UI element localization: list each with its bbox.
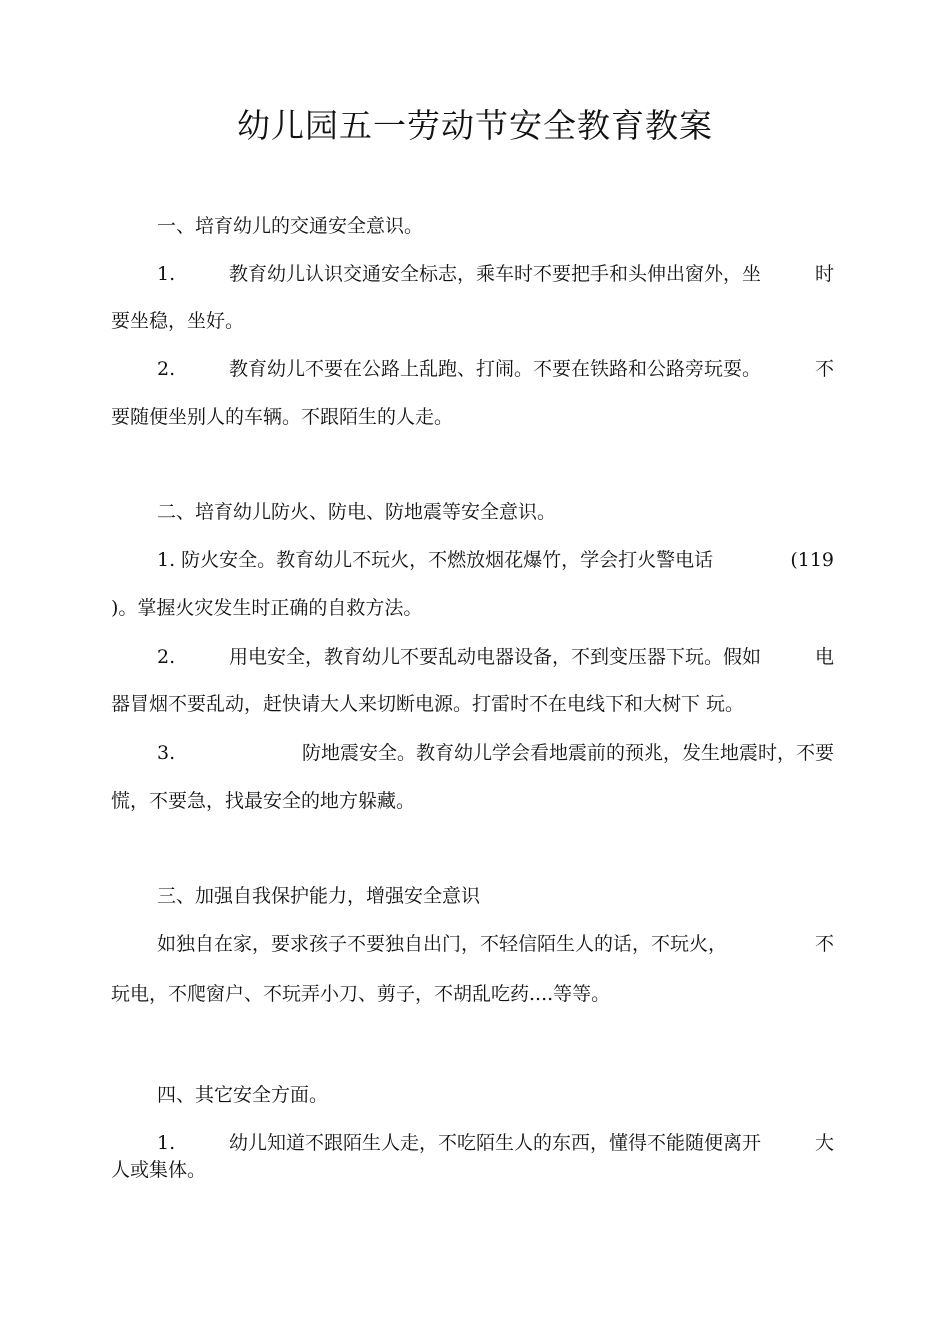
- section-heading-1: 一、培育幼儿的交通安全意识。: [157, 215, 424, 237]
- section-heading-3: 三、加强自我保护能力，增强安全意识: [157, 885, 481, 907]
- paragraph-1-2-line-2: 要随便坐别人的车辆。不跟陌生的人走。: [111, 406, 454, 428]
- paragraph-3-1-line-1: [157, 930, 834, 958]
- paragraph-1-2-line-1: [157, 355, 834, 383]
- paragraph-2-2-line-2: 器冒烟不要乱动，赶快请大人来切断电源。打雷时不在电线下和大树下 玩。: [111, 693, 745, 715]
- paragraph-4-1-line-2: 人或集体。: [111, 1159, 207, 1181]
- paragraph-text: 教育幼儿认识交通安全标志，乘车时不要把手和头伸出窗外，坐: [229, 263, 762, 285]
- paragraph-text: 教育幼儿不要在公路上乱跑、打闹。不要在铁路和公路旁玩耍。: [229, 358, 762, 380]
- section-heading-4: 四、其它安全方面。: [157, 1084, 329, 1106]
- item-number: 1.: [157, 1132, 176, 1154]
- paragraph-text: 时: [814, 263, 834, 285]
- paragraph-text: 如独自在家，要求孩子不要独自出门，不轻信陌生人的话，不玩火，: [157, 933, 728, 955]
- paragraph-2-2-line-1: [157, 643, 834, 671]
- paragraph-text: 大: [814, 1132, 834, 1154]
- paragraph-text: 不: [814, 358, 834, 380]
- paragraph-2-1-line-1: [157, 546, 834, 574]
- paragraph-text: (119: [790, 549, 834, 571]
- paragraph-text: 电: [814, 646, 834, 668]
- paragraph-3-1-line-2: 玩电，不爬窗户、不玩弄小刀、剪子，不胡乱吃药....等等。: [111, 983, 611, 1005]
- paragraph-text: 幼儿知道不跟陌生人走，不吃陌生人的东西，懂得不能随便离开: [229, 1132, 762, 1154]
- paragraph-text: 不: [814, 933, 834, 955]
- paragraph-text: 用电安全，教育幼儿不要乱动电器设备，不到变压器下玩。假如: [229, 646, 762, 668]
- paragraph-4-1-line-1: [157, 1129, 834, 1157]
- item-number: 3.: [157, 742, 176, 764]
- paragraph-2-3-line-1: [157, 739, 834, 767]
- paragraph-2-1-line-2: )。掌握火灾发生时正确的自救方法。: [111, 597, 423, 619]
- paragraph-text: 防地震安全。教育幼儿学会看地震前的预兆，发生地震时，不要: [301, 742, 834, 764]
- paragraph-1-1-line-1: [157, 260, 834, 288]
- paragraph-text: 1. 防火安全。教育幼儿不玩火，不燃放烟花爆竹，学会打火警电话: [157, 549, 714, 571]
- item-number: 1.: [157, 263, 176, 285]
- paragraph-1-1-line-2: 要坐稳，坐好。: [111, 310, 245, 332]
- document-title: 幼儿园五一劳动节安全教育教案: [237, 106, 713, 145]
- paragraph-2-3-line-2: 慌，不要急，找最安全的地方躲藏。: [111, 790, 416, 812]
- item-number: 2.: [157, 358, 176, 380]
- section-heading-2: 二、培育幼儿防火、防电、防地震等安全意识。: [157, 501, 557, 523]
- item-number: 2.: [157, 646, 176, 668]
